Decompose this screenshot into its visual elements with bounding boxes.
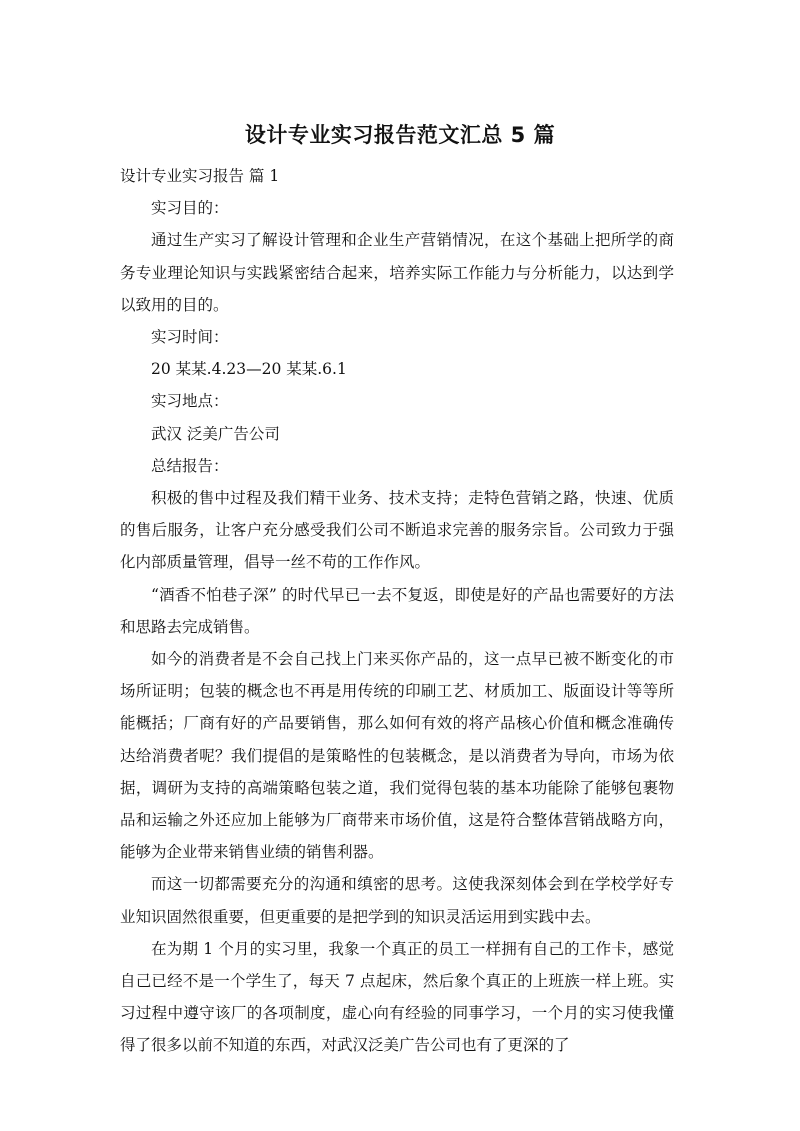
- paragraph-body: 而这一切都需要充分的沟通和缜密的思考。这使我深刻体会到在学校学好专业知识固然很重要，但更重要的是把学到的知识灵活运用到实践中去。: [120, 875, 674, 926]
- paragraph-body: “酒香不怕巷子深” 的时代早已一去不复返，即使是好的产品也需要好的方法和思路去完成销售。: [120, 585, 674, 636]
- paragraph-time-value: 20 某某.4.23—20 某某.6.1: [151, 360, 347, 379]
- paragraph-summary-label: 总结报告：: [151, 456, 229, 475]
- paragraph-location-value: 武汉 泛美广告公司: [151, 424, 280, 443]
- paragraph-body: 积极的售中过程及我们精干业务、技术支持；走特色营销之路，快速、优质的售后服务，让客户充分感受我们公司不断追求完善的服务宗旨。公司致力于强化内部质量管理，倡导一丝不苟的工作作风。: [120, 489, 674, 572]
- document-title: 设计专业实习报告范文汇总 5 篇: [244, 123, 556, 147]
- paragraph-body: 在为期 1 个月的实习里，我象一个真正的员工一样拥有自己的工作卡，感觉自己已经不是一个学生了，每天 7 点起床，然后象个真正的上班族一样上班。实习过程中遵守该厂的各项制度，虚心向有经验的同事学习，一个月的实习使我懂得了很多以前不知道的东西，对武汉泛美广告公司也有了更深的了: [120, 939, 674, 1055]
- paragraph-body: 如今的消费者是不会自己找上门来买你产品的，这一点早已被不断变化的市场所证明；包装的概念也不再是用传统的印刷工艺、材质加工、版面设计等等所能概括；厂商有好的产品要销售，那么如何有效的将产品核心价值和概念准确传达给消费者呢？我们提倡的是策略性的包装概念，是以消费者为导向，市场为依据，调研为支持的高端策略包装之道，我们觉得包装的基本功能除了能够包裹物品和运输之外还应加上能够为厂商带来市场价值，这是符合整体营销战略方向，能够为企业带来销售业绩的销售利器。: [120, 650, 674, 862]
- paragraph-purpose-text: 通过生产实习了解设计管理和企业生产营销情况，在这个基础上把所学的商务专业理论知识与实践紧密结合起来，培养实际工作能力与分析能力，以达到学以致用的目的。: [120, 231, 674, 314]
- document-body: [120, 160, 674, 1062]
- paragraph-purpose-label: 实习目的：: [151, 199, 229, 218]
- paragraph-time-label: 实习时间：: [151, 328, 229, 347]
- section-heading: 设计专业实习报告 篇 1: [120, 167, 280, 185]
- paragraph-location-label: 实习地点：: [151, 392, 229, 411]
